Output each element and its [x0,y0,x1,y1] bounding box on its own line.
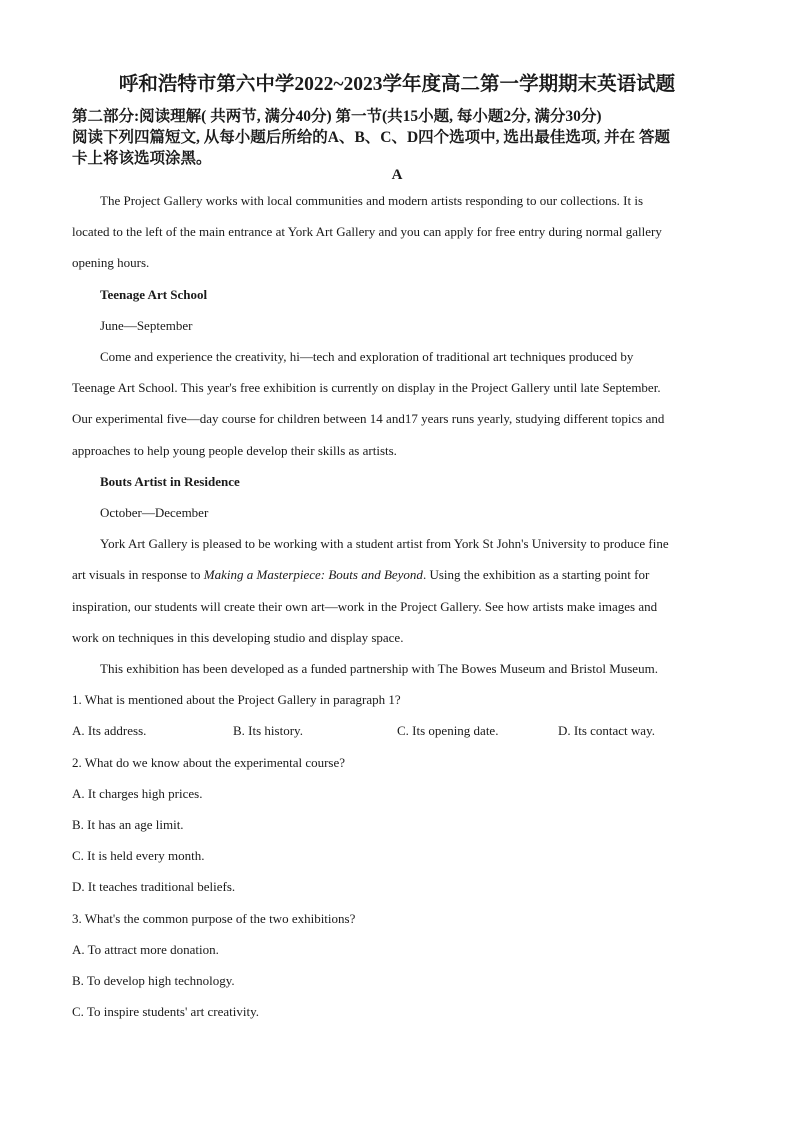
passage-line: located to the left of the main entrance at York Art Gallery and you can apply for free entry during normal gallery [72,224,662,239]
passage-line: The Project Gallery works with local communities and modern artists responding to our collections. It is [100,193,643,208]
exhibition-title: Making a Masterpiece: Bouts and Beyond [203,567,423,582]
exam-title: 呼和浩特市第六中学2022~2023学年度高二第一学期期末英语试题 [118,74,676,95]
passage-line: Teenage Art School. This year's free exhibition is currently on display in the Project Gallery until late September. [72,380,661,395]
answer-option[interactable]: D. Its contact way. [558,723,655,738]
passage-line: York Art Gallery is pleased to be working with a student artist from York St John's University to produce fine [100,536,669,551]
date-range: October—December [100,505,209,520]
passage-line: opening hours. [72,255,150,270]
answer-option[interactable]: B. It has an age limit. [72,817,184,832]
passage-line [72,567,649,583]
passage-line: work on techniques in this developing studio and display space. [72,630,404,645]
section-heading: Teenage Art School [100,287,208,302]
answer-option[interactable]: C. It is held every month. [72,848,205,863]
answer-option[interactable]: D. It teaches traditional beliefs. [72,879,236,894]
answer-option[interactable]: A. Its address. [72,723,147,738]
part-instruction: 第二部分:阅读理解( 共两节, 满分40分) 第一节(共15小题, 每小题2分, 满分30分) [72,108,602,125]
passage-line: approaches to help young people develop their skills as artists. [72,443,397,458]
text-run: art visuals in response to [72,567,204,582]
answer-option[interactable]: A. To attract more donation. [72,942,219,957]
instruction-line-1: 阅读下列四篇短文, 从每小题后所给的A、B、C、D四个选项中, 选出最佳选项, 并在 答题 [72,129,671,146]
date-range: June—September [100,318,193,333]
passage-line: Our experimental five—day course for children between 14 and17 years runs yearly, studying different topics and [72,411,665,426]
instruction-line-2: 卡上将该选项涂黑。 [72,150,212,167]
answer-option[interactable]: A. It charges high prices. [72,786,203,801]
answer-option[interactable]: C. Its opening date. [397,723,499,738]
passage-line: inspiration, our students will create their own art—work in the Project Gallery. See how artists make images and [72,599,658,614]
section-label: A [391,167,403,183]
answer-option[interactable]: B. Its history. [233,723,303,738]
passage-line: Come and experience the creativity, hi—tech and exploration of traditional art techniques produced by [100,349,634,364]
answer-option[interactable]: C. To inspire students' art creativity. [72,1004,260,1019]
question-stem: 3. What's the common purpose of the two exhibitions? [72,911,356,926]
passage-line: This exhibition has been developed as a funded partnership with The Bowes Museum and Bristol Museum. [100,661,658,676]
text-run: . Using the exhibition as a starting point for [422,567,650,582]
question-stem: 1. What is mentioned about the Project Gallery in paragraph 1? [72,692,401,707]
section-heading: Bouts Artist in Residence [100,474,240,489]
question-stem: 2. What do we know about the experimental course? [72,755,346,770]
answer-option[interactable]: B. To develop high technology. [72,973,235,988]
